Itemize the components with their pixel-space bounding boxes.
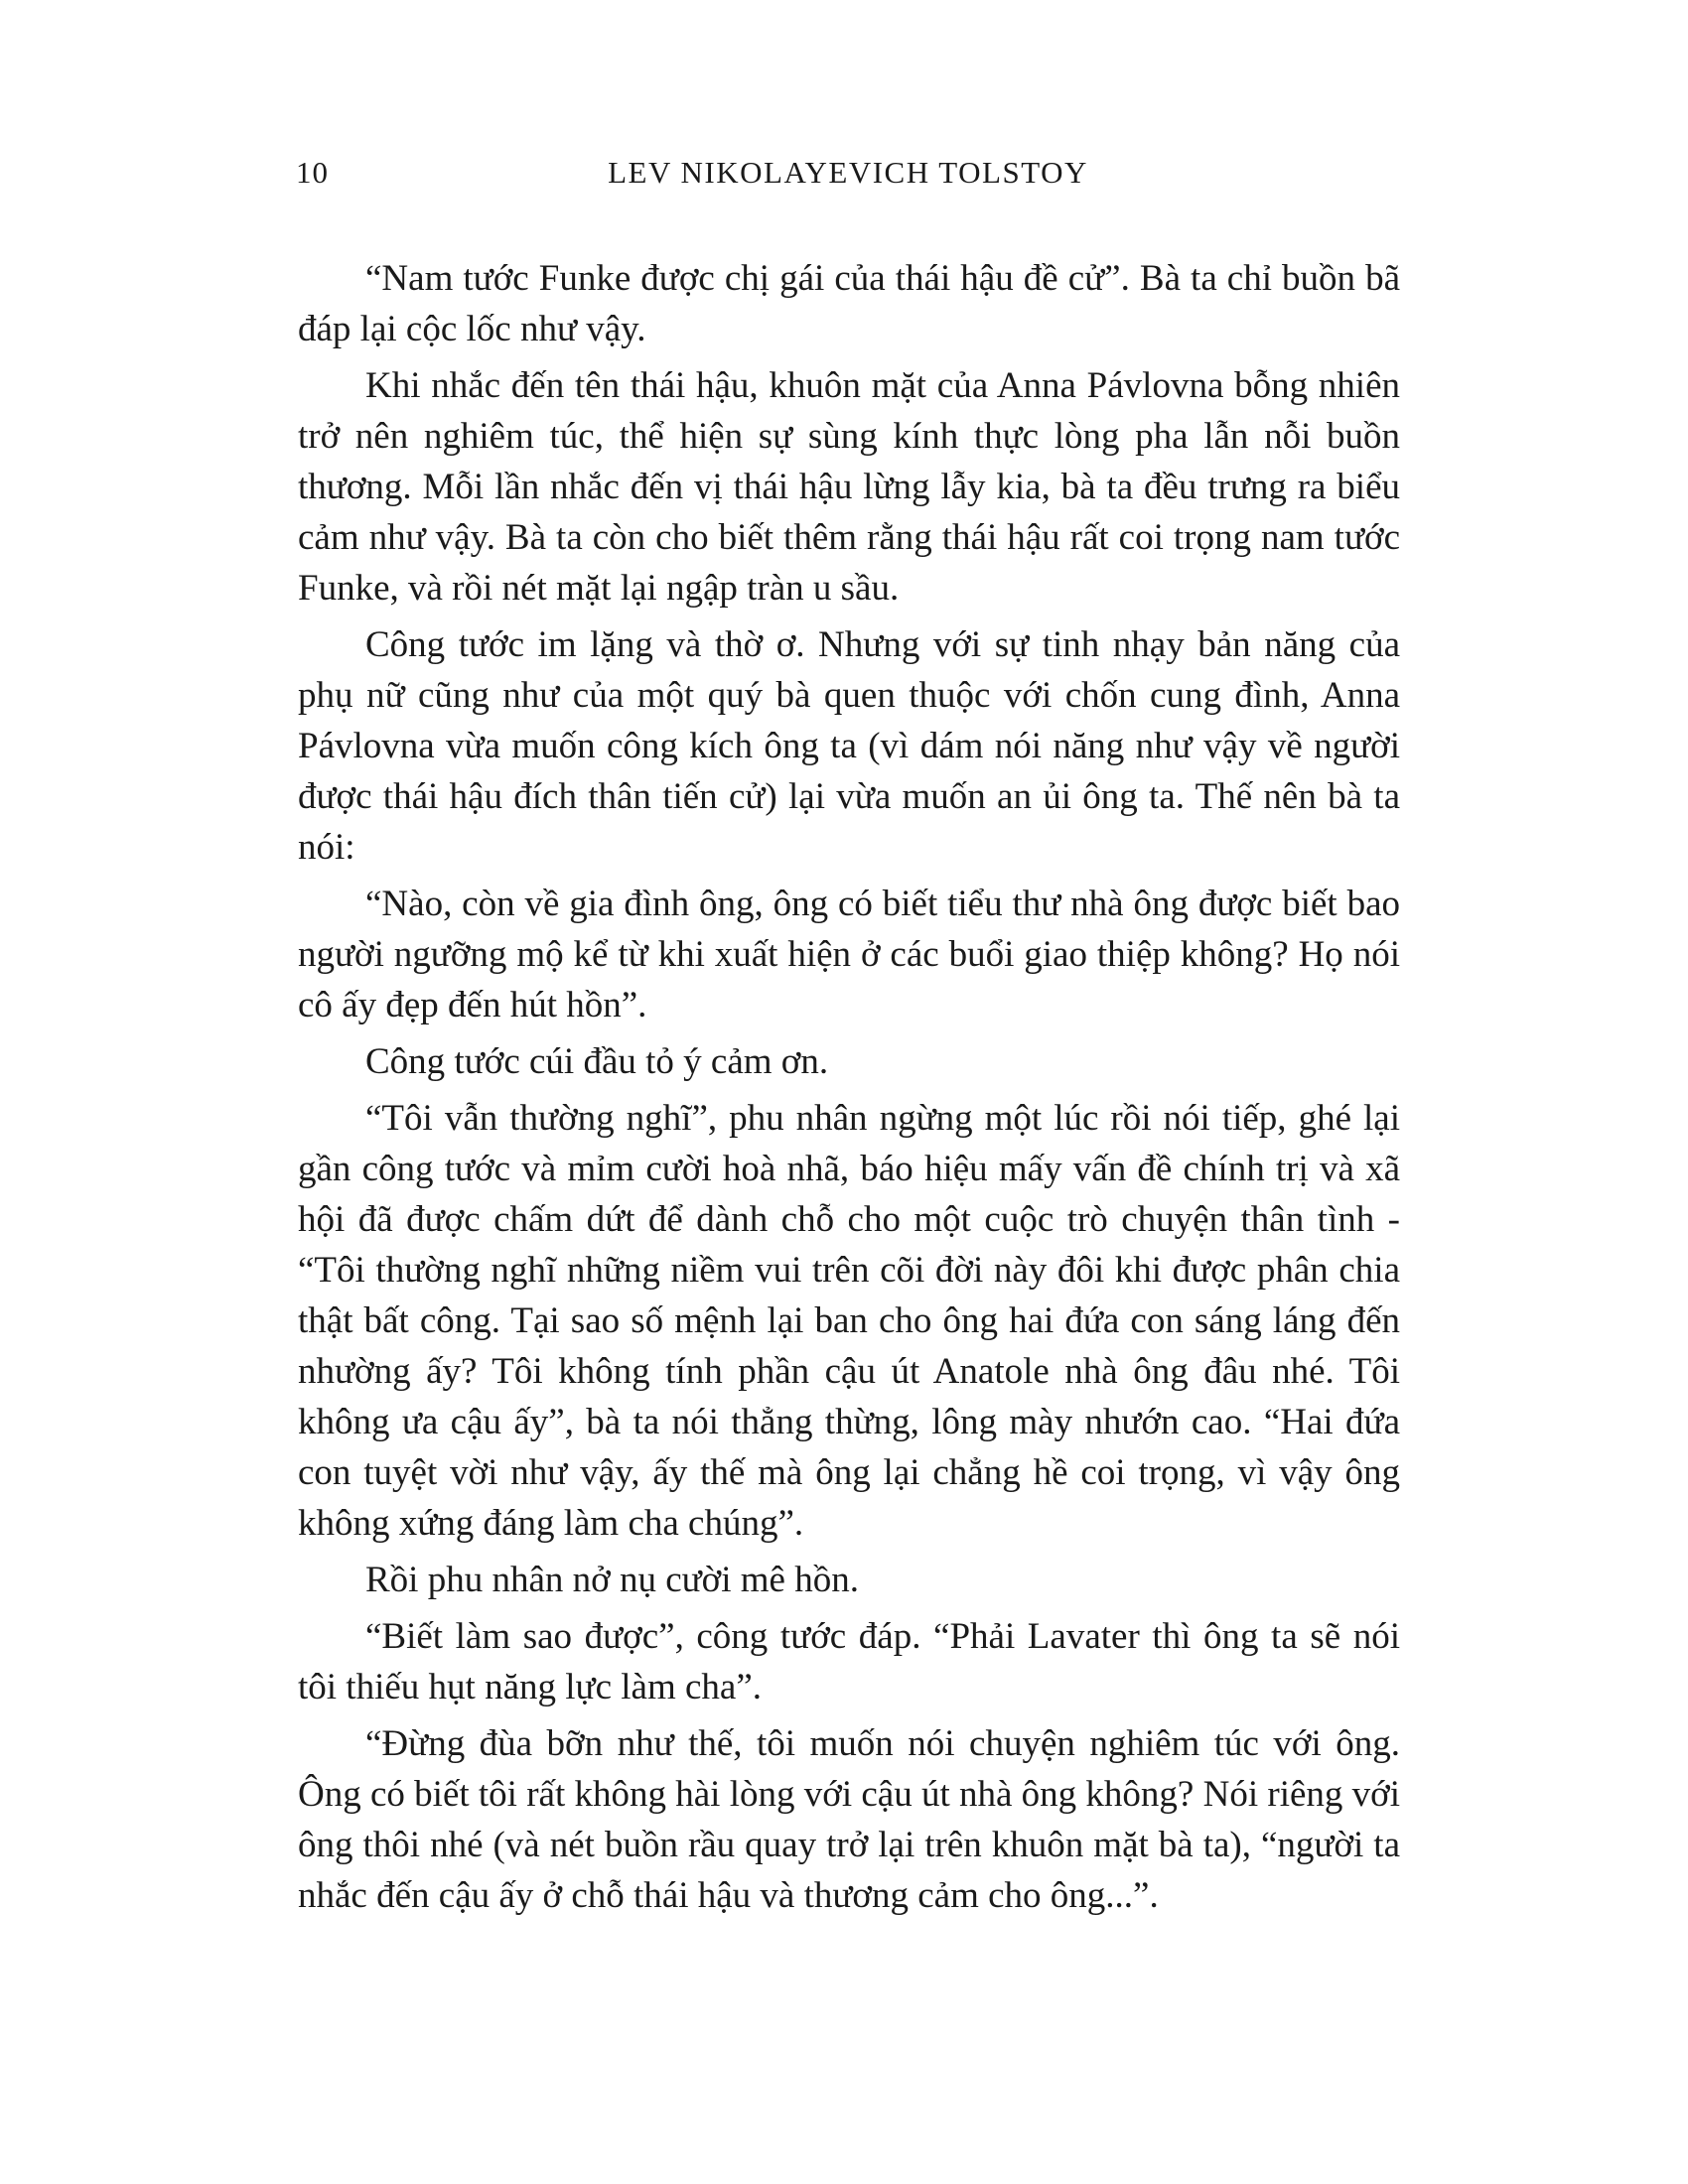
paragraph: “Nào, còn về gia đình ông, ông có biết tiểu thư nhà ông được biết bao người ngưỡng mộ kể từ khi xuất hiện ở các buổi giao thiệp không? Họ nói cô ấy đẹp đến hút hồn”. (298, 884, 1400, 1025)
book-author-header: LEV NIKOLAYEVICH TOLSTOY (608, 155, 1088, 190)
page-number: 10 (296, 155, 329, 190)
paragraph: “Tôi vẫn thường nghĩ”, phu nhân ngừng một lúc rồi nói tiếp, ghé lại gần công tước và mỉm cười hoà nhã, báo hiệu mấy vấn đề chính trị và xã hội đã được chấm dứt để dành chỗ cho một cuộc trò chuyện thân tình - “Tôi thường nghĩ những niềm vui trên cõi đời này đôi khi được phân chia thật bất công. Tại sao số mệnh lại ban cho ông hai đứa con sáng láng đến nhường ấy? Tôi không tính phần cậu út Anatole nhà ông đâu nhé. Tôi không ưa cậu ấy”, bà ta nói thẳng thừng, lông mày nhướn cao. “Hai đứa con tuyệt vời như vậy, ấy thế mà ông lại chẳng hề coi trọng, vì vậy ông không xứng đáng làm cha chúng”. (298, 1098, 1400, 1544)
paragraph: Công tước im lặng và thờ ơ. Nhưng với sự tinh nhạy bản năng của phụ nữ cũng như của một quý bà quen thuộc với chốn cung đình, Anna Pávlovna vừa muốn công kích ông ta (vì dám nói năng như vậy về người được thái hậu đích thân tiến cử) lại vừa muốn an ủi ông ta. Thế nên bà ta nói: (298, 624, 1400, 868)
paragraph: “Biết làm sao được”, công tước đáp. “Phải Lavater thì ông ta sẽ nói tôi thiếu hụt năng lực làm cha”. (298, 1616, 1400, 1707)
running-header (296, 155, 1400, 205)
body-text (298, 253, 1400, 1927)
paragraph: Rồi phu nhân nở nụ cười mê hồn. (365, 1560, 859, 1600)
paragraph: Khi nhắc đến tên thái hậu, khuôn mặt của Anna Pávlovna bỗng nhiên trở nên nghiêm túc, thể hiện sự sùng kính thực lòng pha lẫn nỗi buồn thương. Mỗi lần nhắc đến vị thái hậu lừng lẫy kia, bà ta đều trưng ra biểu cảm như vậy. Bà ta còn cho biết thêm rằng thái hậu rất coi trọng nam tước Funke, và rồi nét mặt lại ngập tràn u sầu. (298, 365, 1400, 609)
paragraph: “Đừng đùa bỡn như thế, tôi muốn nói chuyện nghiêm túc với ông. Ông có biết tôi rất không hài lòng với cậu út nhà ông không? Nói riêng với ông thôi nhé (và nét buồn rầu quay trở lại trên khuôn mặt bà ta), “người ta nhắc đến cậu ấy ở chỗ thái hậu và thương cảm cho ông...”. (298, 1723, 1400, 1916)
paragraph: Công tước cúi đầu tỏ ý cảm ơn. (365, 1041, 829, 1082)
paragraph: “Nam tước Funke được chị gái của thái hậu đề cử”. Bà ta chỉ buồn bã đáp lại cộc lốc như vậy. (298, 258, 1400, 349)
